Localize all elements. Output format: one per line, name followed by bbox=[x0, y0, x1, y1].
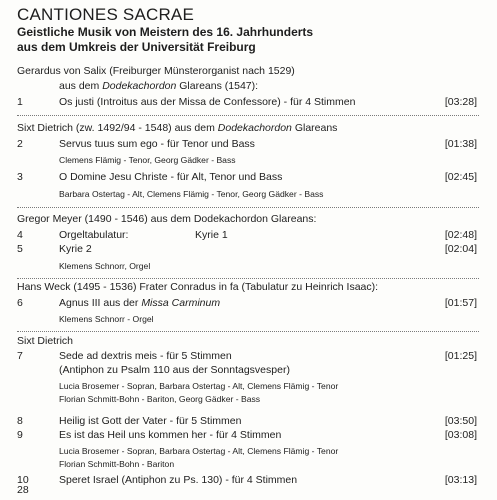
track-title: Agnus III aus der Missa Carminum bbox=[59, 297, 221, 309]
track-duration: [03:08] bbox=[444, 429, 477, 441]
track-subtitle: Kyrie 1 bbox=[195, 229, 228, 241]
track-duration: [03:50] bbox=[444, 415, 477, 427]
page-title: CANTIONES SACRAE bbox=[17, 5, 195, 24]
track-number: 4 bbox=[17, 229, 23, 241]
composer-meyer: Gregor Meyer (1490 - 1546) aus dem Dodekachordon Glareans: bbox=[17, 213, 317, 225]
composer-salix: Gerardus von Salix (Freiburger Münsterorganist nach 1529) bbox=[17, 65, 295, 77]
track-title: Os justi (Introitus aus der Missa de Confessore) - für 4 Stimmen bbox=[59, 96, 356, 108]
track-title: Heilig ist Gott der Vater - für 5 Stimmen bbox=[59, 415, 242, 427]
subtitle-line-2: aus dem Umkreis der Universität Freiburg bbox=[17, 40, 256, 54]
track-number: 5 bbox=[17, 243, 23, 255]
track-duration: [01:38] bbox=[444, 138, 477, 150]
track-duration: [02:45] bbox=[444, 171, 477, 183]
track-duration: [03:28] bbox=[444, 96, 477, 108]
section-divider bbox=[17, 331, 479, 332]
section-divider bbox=[17, 278, 479, 279]
booklet-page: CANTIONES SACRAE Geistliche Musik von Meistern des 16. Jahrhunderts aus dem Umkreis der Universität Freiburg Gerardus von Salix (Freiburger Münsterorganist nach 1529) aus dem Dodekachordon Glareans (1547): 1 Os justi (Introitus aus der Missa de Confessore) - für 4 Stimmen [03:28] Sixt Dietrich (zw. 1492/94 - 1548) aus dem Dodekachordon Glareans 2 Servus tuus sum ego - für Tenor und Bass [01:38] Clemens Flämig - Tenor, Georg Gädker - Bass 3 O Domine Jesu Christe - für Alt, Tenor und Bass [02:45] Barbara Ostertag - Alt, Clemens Flämig - Tenor, Georg Gädker - Bass Gregor Meyer (1490 - 1546) aus dem Dodekachordon Glareans: 4 Orgeltabulatur: Kyrie 1 [02:48] 5 Kyrie 2 [02:04] Klemens Schnorr, Orgel Hans Weck (1495 - 1536) Frater Conradus in fa (Tabulatur zu Heinrich Isaac): 6 Agnus III aus der Missa Carminum [01:57] Klemens Schnorr - Orgel Sixt Dietrich 7 Sede ad dextris meis - für 5 Stimmen [01:25] (Antiphon zu Psalm 110 aus der Sonntagsvesper) Lucia Brosemer - Sopran, Barbara Ostertag - Alt, Clemens Flämig - Tenor Florian Schmitt-Bohn - Bariton, Georg Gädker - Bass 8 Heilig ist Gott der Vater - für 5 Stimmen [03:50] 9 Es ist das Heil uns kommen her - für 4 Stimmen [03:08] Lucia Brosemer - Sopran, Barbara Ostertag - Alt, Clemens Flämig - Tenor Florian Schmitt-Bohn - Bariton 10 Speret Israel (Antiphon zu Ps. 130) - für 4 Stimmen [03:13] 28 bbox=[17, 5, 477, 496]
track-title: Servus tuus sum ego - für Tenor und Bass bbox=[59, 138, 255, 150]
section-divider bbox=[17, 207, 479, 208]
composer-dietrich-2: Sixt Dietrich bbox=[17, 335, 74, 347]
source-salix: aus dem Dodekachordon Glareans (1547): bbox=[59, 80, 259, 92]
track-number: 7 bbox=[17, 350, 23, 362]
track-number: 1 bbox=[17, 96, 23, 108]
track-number: 9 bbox=[17, 429, 23, 441]
track-duration: [02:04] bbox=[444, 243, 477, 255]
track-title: Sede ad dextris meis - für 5 Stimmen bbox=[59, 350, 232, 362]
composer-weck: Hans Weck (1495 - 1536) Frater Conradus in fa (Tabulatur zu Heinrich Isaac): bbox=[17, 281, 379, 293]
track-title: O Domine Jesu Christe - für Alt, Tenor und Bass bbox=[59, 171, 283, 183]
subtitle-line-1: Geistliche Musik von Meistern des 16. Jahrhunderts bbox=[17, 25, 314, 39]
track-number: 10 bbox=[17, 474, 29, 486]
track-duration: [01:57] bbox=[444, 297, 477, 309]
track-title: Speret Israel (Antiphon zu Ps. 130) - für 4 Stimmen bbox=[59, 474, 298, 486]
track-title: Kyrie 2 bbox=[59, 243, 92, 255]
track-number: 8 bbox=[17, 415, 23, 427]
track-title: Orgeltabulatur: bbox=[59, 229, 129, 241]
track-duration: [03:13] bbox=[444, 474, 477, 486]
track-number: 2 bbox=[17, 138, 23, 150]
track-title: Es ist das Heil uns kommen her - für 4 Stimmen bbox=[59, 429, 282, 441]
track-duration: [01:25] bbox=[444, 350, 477, 362]
page-number: 28 bbox=[17, 484, 29, 496]
track-number: 3 bbox=[17, 171, 23, 183]
section-divider bbox=[17, 115, 479, 116]
composer-dietrich: Sixt Dietrich (zw. 1492/94 - 1548) aus dem Dodekachordon Glareans bbox=[17, 122, 338, 134]
track-duration: [02:48] bbox=[444, 229, 477, 241]
track-number: 6 bbox=[17, 297, 23, 309]
